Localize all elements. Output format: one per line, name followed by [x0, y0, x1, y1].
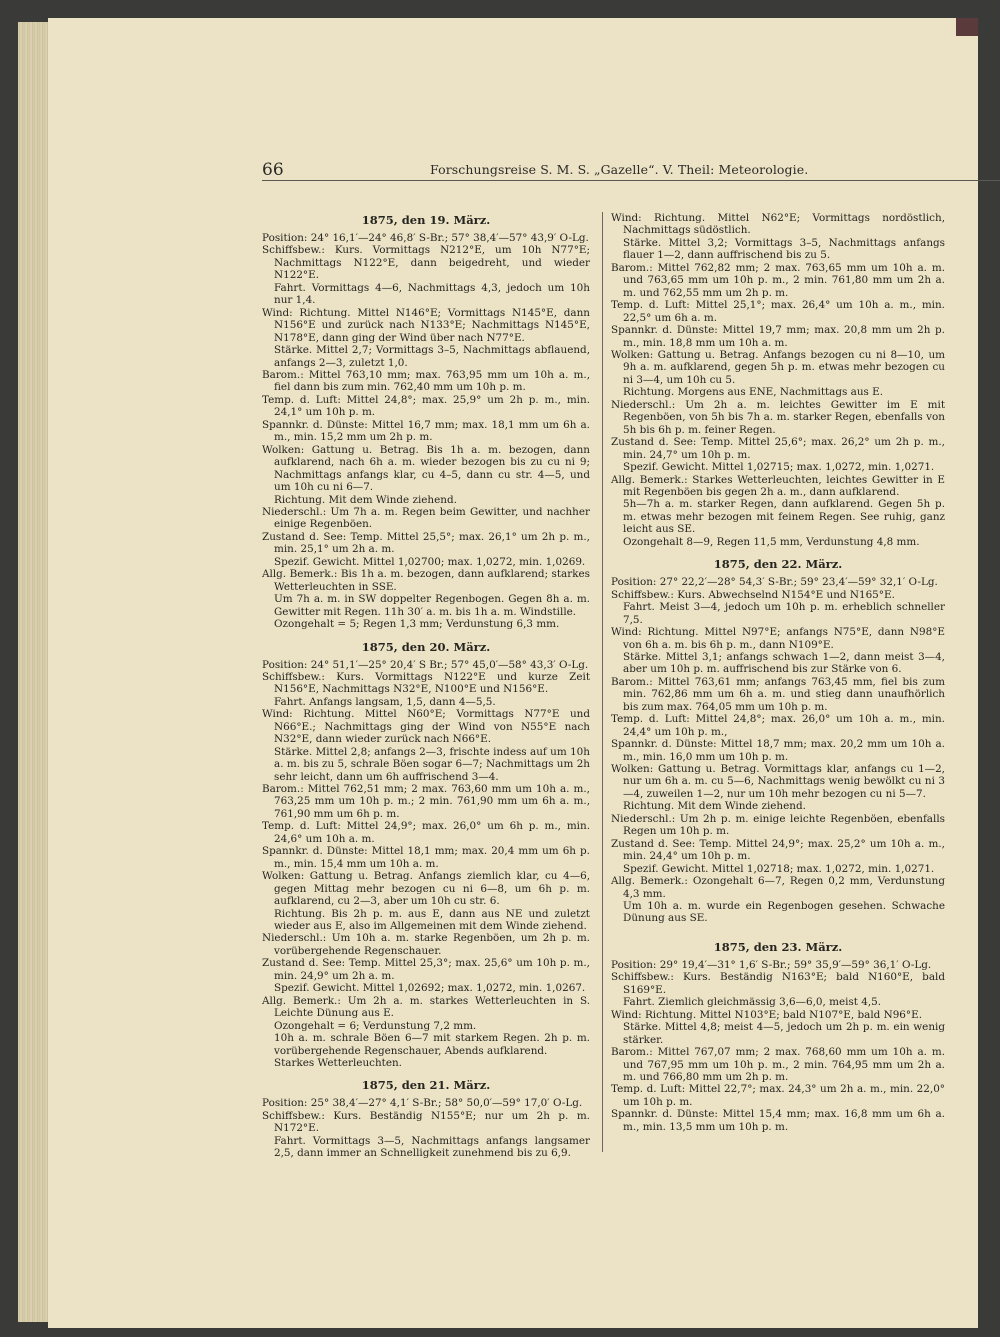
section-gap — [611, 925, 945, 939]
page-header — [262, 160, 809, 182]
observation-entry: Position: 25° 38,4′—27° 4,1′ S-Br.; 58° 50,0′—59° 17,0′ O-Lg. — [262, 1097, 583, 1110]
observation-entry: Spannkr. d. Dünste: Mittel 18,7 mm; max. 20,2 mm um 10h a. m., min. 16,0 mm um 10h p. m. — [611, 738, 945, 763]
observation-entry: Zustand d. See: Temp. Mittel 25,5°; max. 26,1° um 2h p. m., min. 25,1° um 2h a. m. — [262, 530, 590, 556]
observation-entry: Spannkr. d. Dünste: Mittel 15,4 mm; max. 16,8 mm um 6h a. m., min. 13,5 mm um 10h p. m. — [611, 1108, 945, 1133]
date-heading: 1875, den 19. März. — [361, 213, 491, 227]
observation-entry: Temp. d. Luft: Mittel 24,8°; max. 26,0° um 10h a. m., min. 24,4° um 10h p. m., — [611, 713, 945, 738]
cover-corner — [956, 18, 978, 36]
observation-subentry: Richtung. Mit dem Winde ziehend. — [623, 800, 806, 813]
page-stack-edge — [18, 22, 52, 1322]
observation-subentry: Um 7h a. m. in SW doppelter Regenbogen. Gegen 8h a. m. Gewitter mit Regen. 11h 30′ a. m. bis 1h a. m. Windstille. — [274, 593, 590, 618]
observation-entry: Wind: Richtung. Mittel N97°E; anfangs N75°E, dann N98°E von 6h a. m. bis 6h p. m., dann N109°E. — [611, 626, 945, 651]
observation-subentry: Ozongehalt = 6; Verdunstung 7,2 mm. — [274, 1019, 477, 1032]
section-gap — [611, 548, 945, 556]
observation-entry: Spannkr. d. Dünste: Mittel 16,7 mm; max. 18,1 mm um 6h a. m., min. 15,2 mm um 2h p. m. — [262, 418, 590, 444]
observation-entry: Zustand d. See: Temp. Mittel 25,6°; max. 26,2° um 2h p. m., min. 24,7° um 10h p. m. — [611, 436, 945, 461]
observation-entry: Allg. Bemerk.: Starkes Wetterleuchten, leichtes Gewitter in E mit Regenböen bis gegen 2h a. m., dann aufklarend. — [611, 473, 945, 498]
observation-subentry: Stärke. Mittel 4,8; meist 4—5, jedoch um 2h p. m. ein wenig stärker. — [623, 1021, 945, 1046]
observation-entry: Schiffsbew.: Kurs. Abwechselnd N154°E und N165°E. — [611, 588, 895, 601]
observation-entry: Barom.: Mittel 762,82 mm; 2 max. 763,65 mm um 10h a. m. und 763,65 mm um 10h p. m., 2 min. 761,80 mm um 2h a. m. und 762,55 mm um 2h p. m. — [611, 261, 945, 299]
observation-subentry: Fahrt. Ziemlich gleichmässig 3,6—6,0, meist 4,5. — [623, 996, 882, 1009]
section-gap — [262, 631, 590, 639]
observation-entry: Zustand d. See: Temp. Mittel 24,9°; max. 25,2° um 10h a. m., min. 24,4° um 10h p. m. — [611, 837, 945, 863]
observation-entry: Position: 24° 16,1′—24° 46,8′ S-Br.; 57° 38,4′—57° 43,9′ O-Lg. — [262, 232, 589, 244]
observation-subentry: Starkes Wetterleuchten. — [274, 1057, 402, 1069]
observation-subentry: Richtung. Morgens aus ENE, Nachmittags aus E. — [623, 386, 884, 399]
observation-entry: Position: 24° 51,1′—25° 20,4′ S Br.; 57° 45,0′—58° 43,3′ O-Lg. — [262, 658, 589, 671]
observation-entry: Wolken: Gattung u. Betrag. Vormittags klar, anfangs cu 1—2, nur um 6h a. m. cu 5—6, Nachmittags wenig bewölkt cu ni 3—4, zuweilen 1—2, nur um 10h mehr bezogen cu ni 5—7. — [611, 763, 945, 800]
observation-subentry: Stärke. Mittel 2,8; anfangs 2—3, frischte indess auf um 10h a. m. bis zu 5, schrale Böen sogar 6—7; Nachmittags um 2h sehr leicht, dann um 6h auffrischend 3—4. — [274, 745, 590, 783]
observation-entry: Temp. d. Luft: Mittel 24,8°; max. 25,9° um 2h p. m., min. 24,1° um 10h p. m. — [262, 393, 590, 419]
observation-subentry: Fahrt. Vormittags 4—6, Nachmittags 4,3, jedoch um 10h nur 1,4. — [274, 281, 590, 307]
observation-entry: Wolken: Gattung u. Betrag. Anfangs ziemlich klar, cu 4—6, gegen Mittag mehr bezogen cu ni 6—8, um 6h p. m. aufklarend, cu 2—3, aber um 10h cu str. 6. — [262, 870, 590, 908]
page-number: 66 — [262, 160, 284, 180]
observation-subentry: 10h a. m. schrale Böen 6—7 mit starkem Regen. 2h p. m. vorübergehende Regenschauer, Abends aufklarend. — [274, 1032, 590, 1057]
observation-entry: Schiffsbew.: Kurs. Vormittags N212°E, um 10h N77°E; Nachmittags N122°E, dann beigedreht, und wieder N122°E. — [262, 244, 590, 282]
observation-subentry: Spezif. Gewicht. Mittel 1,02718; max. 1,0272, min. 1,0271. — [623, 862, 935, 875]
observation-entry: Wind: Richtung. Mittel N146°E; Vormittags N145°E, dann N156°E und zurück nach N133°E; Nachmittags N145°E, N178°E, dann ging der Wind über nach N77°E. — [262, 306, 590, 344]
observation-subentry: Ozongehalt = 5; Regen 1,3 mm; Verdunstung 6,3 mm. — [274, 618, 560, 631]
observation-entry: Niederschl.: Um 2h a. m. leichtes Gewitter im E mit Regenböen, von 5h bis 7h a. m. starker Regen, ebenfalls von 5h bis 6h p. m. feiner Regen. — [611, 398, 945, 436]
date-heading: 1875, den 20. März. — [361, 639, 491, 654]
observation-entry: Temp. d. Luft: Mittel 22,7°; max. 24,3° um 2h a. m., min. 22,0° um 10h p. m. — [611, 1083, 945, 1108]
observation-subentry: Stärke. Mittel 2,7; Vormittags 3–5, Nachmittags abflauend, anfangs 2—3, zuletzt 1,0. — [274, 344, 590, 369]
observation-subentry: Richtung. Bis 2h p. m. aus E, dann aus NE und zuletzt wieder aus E, also im Allgemeinen mit dem Winde ziehend. — [274, 907, 590, 933]
left-column — [262, 212, 590, 1160]
observation-entry: Spannkr. d. Dünste: Mittel 19,7 mm; max. 20,8 mm um 2h p. m., min. 18,8 mm um 10h a. m. — [611, 324, 945, 349]
observation-entry: Temp. d. Luft: Mittel 25,1°; max. 26,4° um 10h a. m., min. 22,5° um 6h a. m. — [611, 299, 945, 324]
observation-entry: Temp. d. Luft: Mittel 24,9°; max. 26,0° um 6h p. m., min. 24,6° um 10h a. m. — [262, 820, 590, 845]
observation-subentry: Spezif. Gewicht. Mittel 1,02692; max. 1,0272, min. 1,0267. — [274, 982, 586, 995]
observation-entry: Barom.: Mittel 763,61 mm; anfangs 763,45 mm, fiel bis zum min. 762,86 mm um 6h a. m. und stieg dann unaufhörlich bis zum max. 764,05 mm um 10h p. m. — [611, 675, 945, 713]
header-rule — [262, 180, 1000, 181]
observation-subentry: Stärke. Mittel 3,1; anfangs schwach 1—2, dann meist 3—4, aber um 10h p. m. auffrischend bis zur Stärke von 6. — [623, 650, 945, 676]
observation-entry: Wind: Richtung. Mittel N60°E; Vormittags N77°E und N66°E.; Nachmittags ging der Wind von N55°E nach N32°E, dann wieder zurück nach N66°E. — [262, 708, 590, 746]
observation-subentry: 5h—7h a. m. starker Regen, dann aufklarend. Gegen 5h p. m. etwas mehr bezogen mit feinem Regen. See ruhig, ganz leicht aus SE. — [623, 498, 945, 536]
observation-subentry: Um 10h a. m. wurde ein Regenbogen gesehen. Schwache Dünung aus SE. — [623, 900, 945, 925]
observation-entry: Wind: Richtung. Mittel N103°E; bald N107°E, bald N96°E. — [611, 1008, 922, 1021]
date-heading: 1875, den 22. März. — [713, 557, 843, 572]
observation-entry: Niederschl.: Um 2h p. m. einige leichte Regenböen, ebenfalls Regen um 10h p. m. — [611, 812, 945, 838]
observation-entry: Wolken: Gattung u. Betrag. Anfangs bezogen cu ni 8—10, um 9h a. m. aufklarend, gegen 5h p. m. etwas mehr bezogen cu ni 3—4, um 10h cu 5. — [611, 348, 945, 386]
observation-subentry: Fahrt. Vormittags 3—5, Nachmittags anfangs langsamer 2,5, dann immer an Schnelligkeit zunehmend bis zu 6,9. — [274, 1134, 590, 1160]
observation-entry: Spannkr. d. Dünste: Mittel 18,1 mm; max. 20,4 mm um 6h p. m., min. 15,4 mm um 10h a. m. — [262, 845, 590, 870]
observation-subentry: Fahrt. Meist 3—4, jedoch um 10h p. m. erheblich schneller 7,5. — [623, 601, 945, 626]
date-heading: 1875, den 21. März. — [361, 1078, 491, 1093]
right-column — [611, 212, 945, 1133]
observation-subentry: Ozongehalt 8—9, Regen 11,5 mm, Verdunstung 4,8 mm. — [623, 535, 920, 548]
observation-entry: Allg. Bemerk.: Bis 1h a. m. bezogen, dann aufklarend; starkes Wetterleuchten in SSE. — [262, 568, 590, 593]
observation-entry: Barom.: Mittel 767,07 mm; 2 max. 768,60 mm um 10h a. m. und 767,95 mm um 10h p. m., 2 min. 764,95 mm um 2h a. m. und 766,80 mm um 2h p. m. — [611, 1046, 945, 1083]
observation-entry: Schiffsbew.: Kurs. Beständig N163°E; bald N160°E, bald S169°E. — [611, 971, 945, 996]
observation-entry: Barom.: Mittel 762,51 mm; 2 max. 763,60 mm um 10h a. m., 763,25 mm um 10h p. m.; 2 min. 761,90 mm um 6h a. m., 761,90 mm um 6h p. m. — [262, 783, 590, 820]
observation-entry: Wind: Richtung. Mittel N62°E; Vormittags nordöstlich, Nachmittags südöstlich. — [611, 212, 945, 237]
section-gap — [262, 1069, 590, 1077]
observation-entry: Zustand d. See: Temp. Mittel 25,3°; max. 25,6° um 10h p. m., min. 24,9° um 2h a. m. — [262, 957, 590, 982]
observation-entry: Schiffsbew.: Kurs. Beständig N155°E; nur um 2h p. m. N172°E. — [262, 1109, 590, 1135]
observation-subentry: Stärke. Mittel 3,2; Vormittags 3–5, Nachmittags anfangs flauer 1—2, dann auffrischend bis zu 5. — [623, 236, 945, 262]
observation-entry: Allg. Bemerk.: Ozongehalt 6—7, Regen 0,2 mm, Verdunstung 4,3 mm. — [611, 875, 945, 900]
observation-entry: Barom.: Mittel 763,10 mm; max. 763,95 mm um 10h a. m., fiel dann bis zum min. 762,40 mm um 10h p. m. — [262, 368, 590, 394]
observation-subentry: Spezif. Gewicht. Mittel 1,02700; max. 1,0272, min. 1,0269. — [274, 555, 586, 568]
running-title: Forschungsreise S. M. S. „Gazelle“. V. Theil: Meteorologie. — [430, 162, 809, 177]
column-separator — [602, 212, 603, 1152]
observation-subentry: Fahrt. Anfangs langsam, 1,5, dann 4—5,5. — [274, 695, 496, 708]
observation-entry: Niederschl.: Um 7h a. m. Regen beim Gewitter, und nachher einige Regenböen. — [262, 505, 590, 531]
observation-entry: Schiffsbew.: Kurs. Vormittags N122°E und kurze Zeit N156°E, Nachmittags N32°E, N100°E und N156°E. — [262, 670, 590, 696]
observation-entry: Position: 27° 22,2′—28° 54,3′ S-Br.; 59° 23,4′—59° 32,1′ O-Lg. — [611, 576, 938, 589]
observation-subentry: Spezif. Gewicht. Mittel 1,02715; max. 1,0272, min. 1,0271. — [623, 461, 935, 474]
date-heading: 1875, den 23. März. — [713, 939, 843, 954]
observation-entry: Position: 29° 19,4′—31° 1,6′ S-Br.; 59° 35,9′—59° 36,1′ O-Lg. — [611, 958, 932, 971]
observation-entry: Niederschl.: Um 10h a. m. starke Regenböen, um 2h p. m. vorübergehende Regenschauer. — [262, 932, 590, 957]
observation-entry: Allg. Bemerk.: Um 2h a. m. starkes Wetterleuchten in S. Leichte Dünung aus E. — [262, 994, 590, 1020]
observation-entry: Wolken: Gattung u. Betrag. Bis 1h a. m. bezogen, dann aufklarend, nach 6h a. m. wieder bezogen bis zu cu ni 9; Nachmittags anfangs klar, cu 4–5, dann cu str. 4—5, und um 10h cu ni 6—7. — [262, 443, 590, 494]
observation-subentry: Richtung. Mit dem Winde ziehend. — [274, 493, 457, 506]
